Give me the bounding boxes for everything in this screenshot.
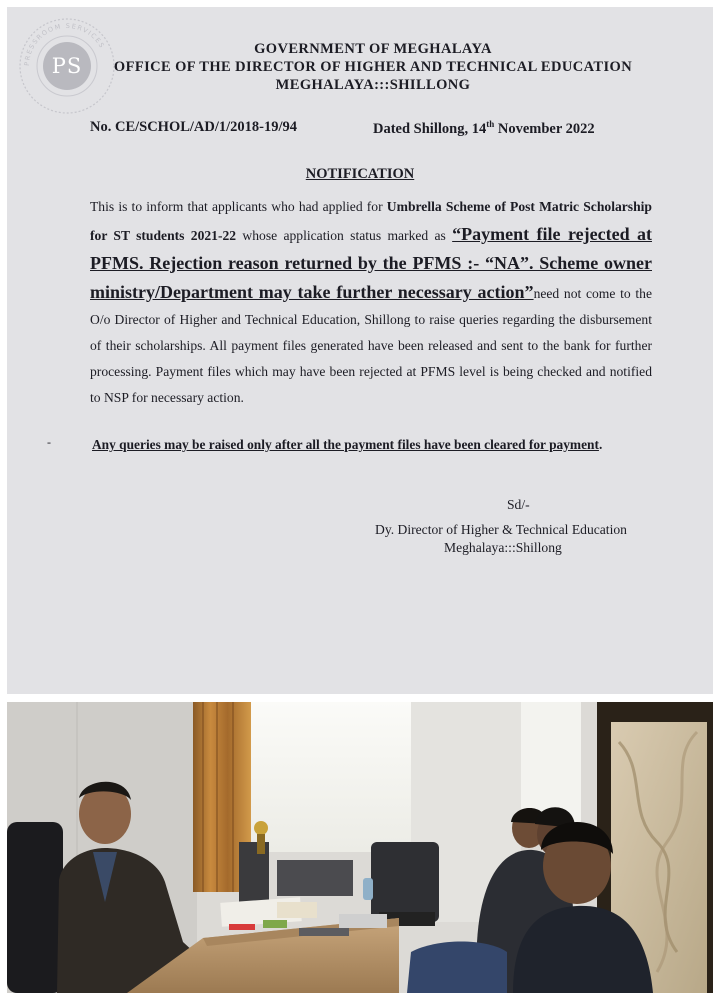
- signature-sd: Sd/-: [507, 497, 530, 512]
- window-right: [521, 702, 581, 822]
- signature-designation: Dy. Director of Higher & Technical Education: [375, 522, 627, 537]
- meeting-photo-illustration: [7, 702, 713, 993]
- desk-phone: [299, 928, 349, 936]
- scheme-name: Umbrella Scheme of Post Matric Scholarship for ST students 2021-22: [90, 199, 652, 243]
- keyboard: [339, 914, 387, 928]
- margin-dash: -: [47, 435, 51, 449]
- rejection-status-highlight: “Payment file rejected at PFMS. Rejection reason returned by the PFMS :- “NA”. Scheme owner ministry/Department may take further necessary action”: [90, 224, 652, 302]
- visitor-jeans: [407, 942, 507, 994]
- body-intro: This is to inform that applicants who had applied for: [90, 199, 387, 214]
- letterhead-office: OFFICE OF THE DIRECTOR OF HIGHER AND TECHNICAL EDUCATION: [113, 59, 633, 75]
- water-bottle: [363, 878, 373, 900]
- desk-item-red: [229, 924, 255, 930]
- meeting-photo: [7, 702, 713, 993]
- window: [251, 702, 411, 852]
- reference-date: [373, 119, 595, 138]
- office-chair: [7, 822, 63, 993]
- watermark-initials: PS: [43, 42, 91, 90]
- watermark-ring-text: PRESSROOM SERVICES: [22, 21, 107, 67]
- letterhead-government: GOVERNMENT OF MEGHALAYA: [254, 41, 492, 57]
- signature-place: Meghalaya:::Shillong: [444, 540, 562, 555]
- date-suffix: November 2022: [494, 120, 595, 137]
- desk-item-green: [263, 920, 287, 928]
- notification-body: [90, 194, 652, 411]
- body-mid: whose application status marked as: [236, 228, 453, 243]
- reference-number: No. CE/SCHOL/AD/1/2018-19/94: [90, 119, 298, 135]
- queries-notice: [92, 437, 652, 453]
- queries-text: Any queries may be raised only after all the payment files have been cleared for payment: [92, 437, 599, 452]
- notification-document: [7, 7, 713, 694]
- trophy: [254, 821, 268, 835]
- date-ordinal: th: [486, 119, 495, 129]
- body-rest: need not come to the O/o Director of Higher and Technical Education, Shillong to raise queries regarding the disbursement of their scholarships. All payment files generated have been released and sent to the bank for further processing. Payment files which may have been rejected at PFMS level is being checked and notified to NSP for necessary action.: [90, 286, 652, 405]
- date-prefix: Dated Shillong, 14: [373, 120, 487, 137]
- queries-period: .: [598, 437, 603, 452]
- side-cabinet: [277, 860, 353, 896]
- visitor-chair: [371, 842, 439, 922]
- notification-title: NOTIFICATION: [305, 166, 415, 182]
- letterhead-location: MEGHALAYA:::SHILLONG: [275, 77, 471, 93]
